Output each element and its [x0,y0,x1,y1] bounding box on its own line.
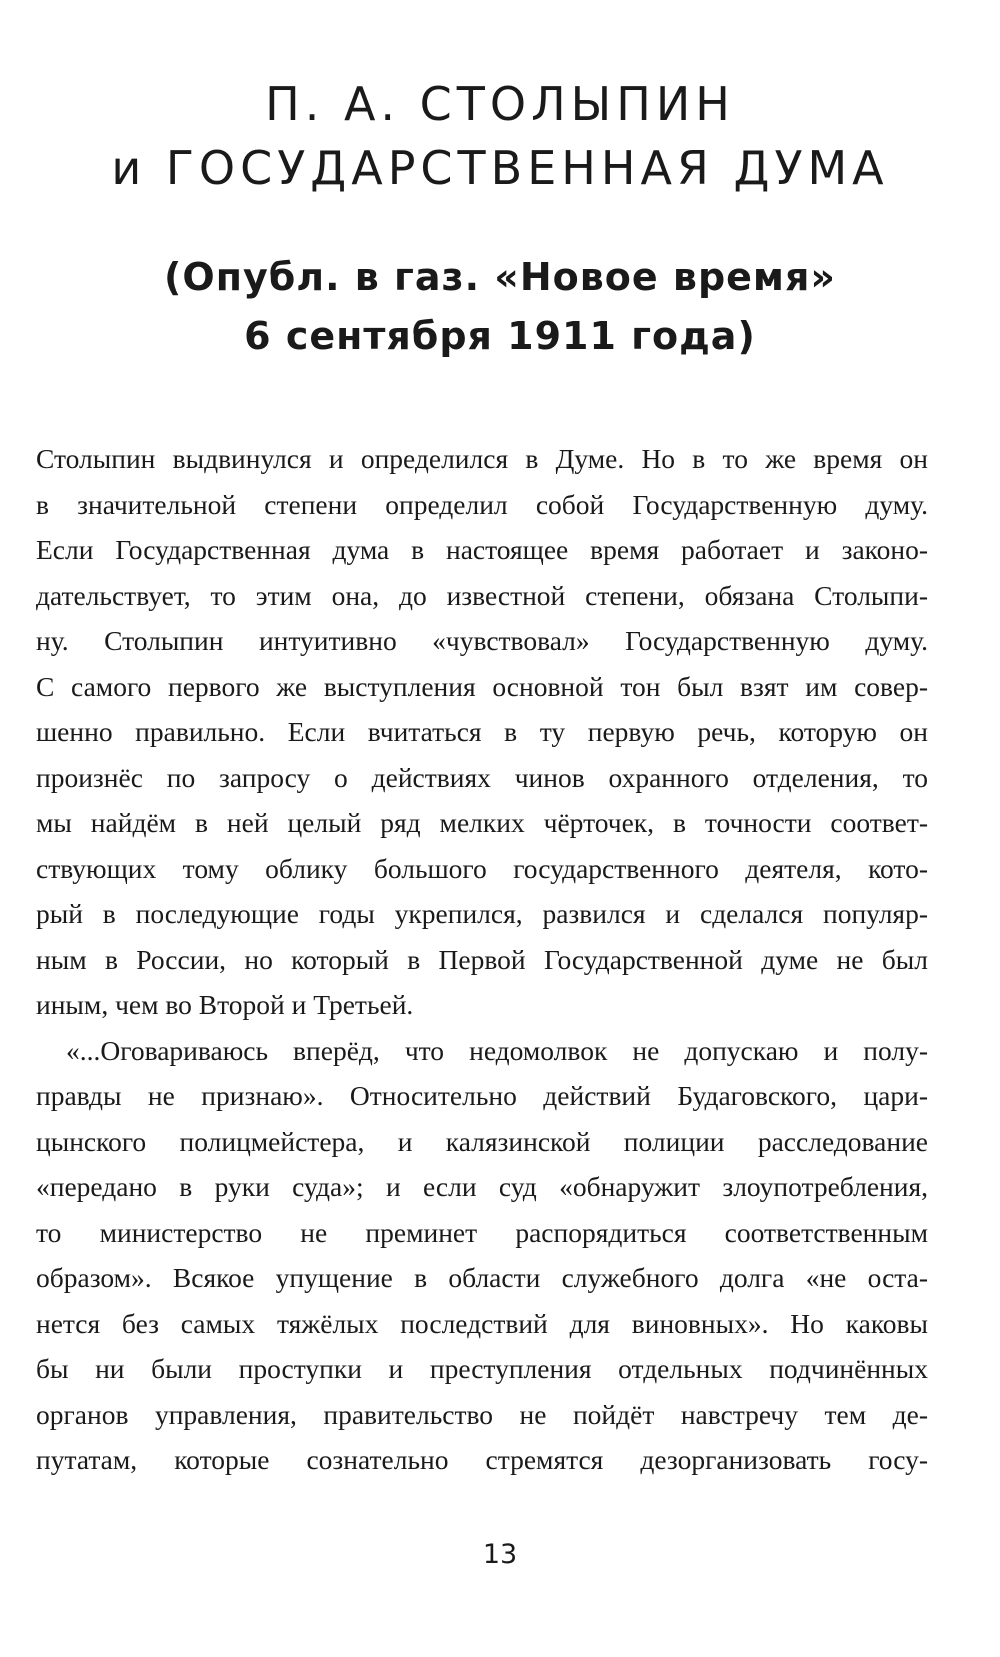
chapter-title [0,72,1000,200]
text-line: то министерство не преминет распорядиться соответственным [36,1216,928,1248]
text-line: ну. Столыпин интуитивно «чувствовал» Государственную думу. [36,625,928,656]
chapter-title-line-2: и ГОСУДАРСТВЕННАЯ ДУМА [111,141,889,195]
text-line: органов управления, правительство не пойдёт навстречу тем де- [36,1398,928,1430]
text-line: ствующих тому облику большого государственного деятеля, кото- [36,852,928,884]
publication-note-line-2: 6 сентября 1911 года) [244,314,756,358]
text-line: рый в последующие годы укрепился, развился и сделался популяр- [36,898,928,929]
body-text [36,436,928,1483]
publication-note [0,248,1000,366]
page-number: 13 [482,1539,518,1570]
text-line: цынского полицмейстера, и калязинской полиции расследование [36,1125,928,1157]
text-line: правды не признаю». Относительно действий Будаговского, цари- [36,1080,928,1111]
text-line: Столыпин выдвинулся и определился в Думе. Но в то же время он [36,443,928,474]
text-line: произнёс по запросу о действиях чинов охранного отделения, то [36,761,928,793]
text-line: путатам, которые сознательно стремятся дезорганизовать госу- [36,1444,928,1475]
text-line: шенно правильно. Если вчитаться в ту первую речь, которую он [36,716,928,747]
text-line: образом». Всякое упущение в области служебного долга «не оста- [36,1262,928,1293]
text-line: «...Оговариваюсь вперёд, что недомолвок не допускаю и полу- [66,1034,928,1066]
text-line: иным, чем во Второй и Третьей. [36,989,414,1020]
text-line: Если Государственная дума в настоящее время работает и законо- [36,534,928,565]
text-line: ным в России, но который в Первой Государственной думе не был [36,943,928,975]
text-line: бы ни были проступки и преступления отдельных подчинённых [36,1353,928,1384]
publication-note-line-1: (Опубл. в газ. «Новое время» [164,255,836,299]
text-line: С самого первого же выступления основной тон был взят им совер- [36,670,928,702]
text-line: мы найдём в ней целый ряд мелких чёрточек, в точности соответ- [36,807,928,838]
chapter-title-line-1: П. А. СТОЛЫПИН [265,77,735,131]
text-line: нется без самых тяжёлых последствий для виновных». Но каковы [36,1307,928,1339]
text-line: «передано в руки суда»; и если суд «обнаружит злоупотребления, [36,1171,928,1202]
text-line: в значительной степени определил собой Государственную думу. [36,488,928,520]
text-line: дательствует, то этим она, до известной степени, обязана Столыпи- [36,579,928,611]
